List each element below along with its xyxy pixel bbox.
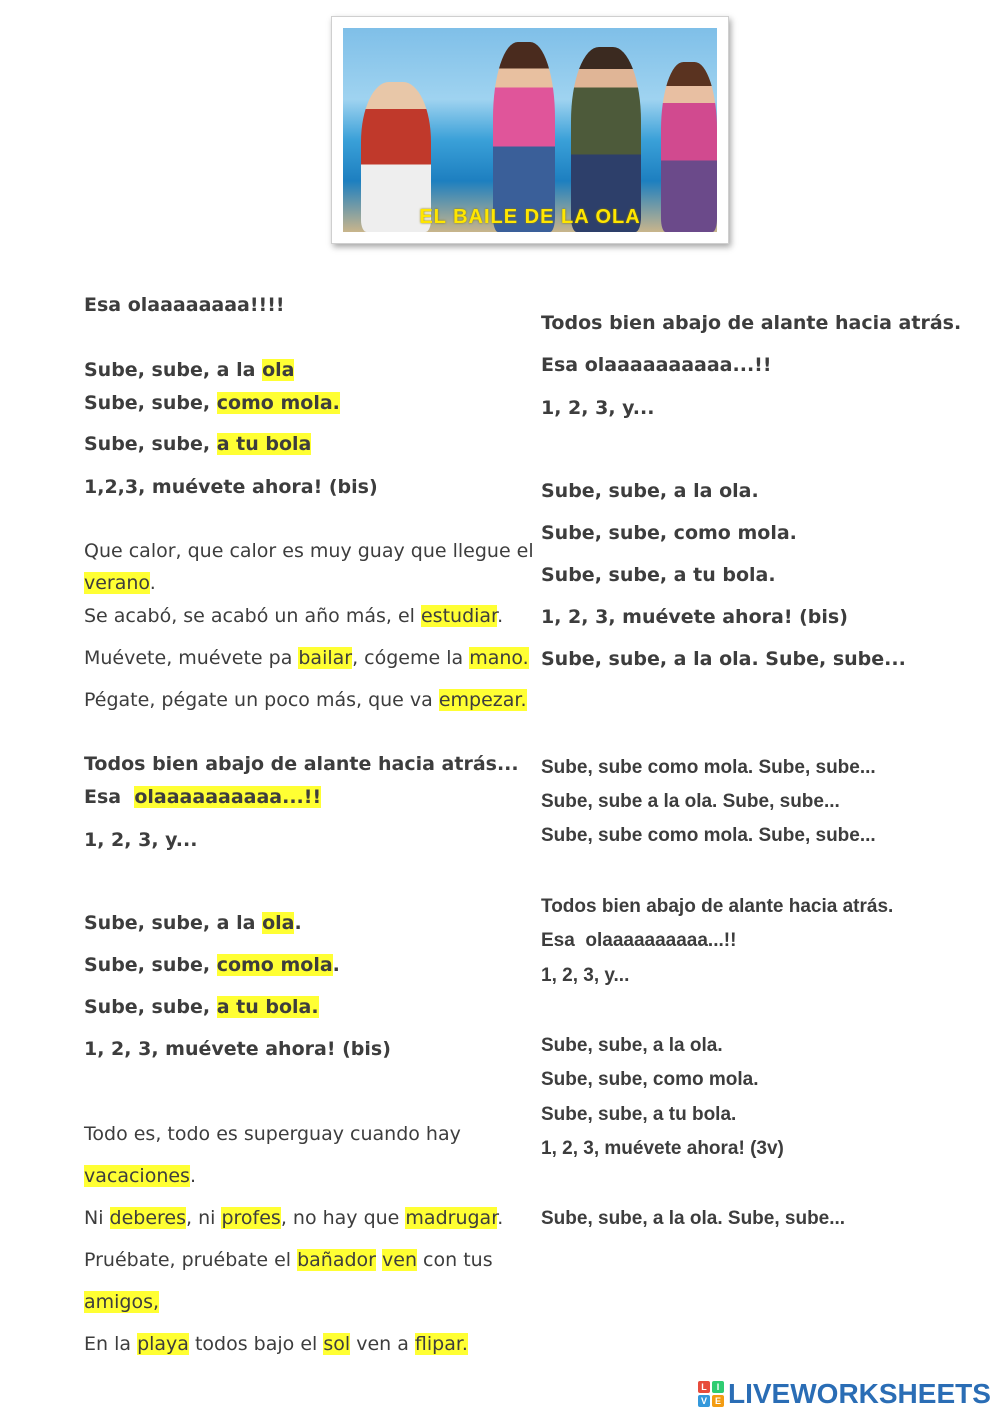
highlight: ven xyxy=(382,1249,418,1271)
text-span: Sube, sube, xyxy=(84,954,217,976)
text-span: En la xyxy=(84,1333,138,1355)
lyric-line xyxy=(84,994,319,1020)
text-span: Sube, sube, xyxy=(84,392,217,414)
photo-person xyxy=(493,42,555,232)
lyric-line: 1, 2, 3, muévete ahora! (bis) xyxy=(84,1038,391,1060)
lyric-line xyxy=(84,784,321,810)
lyric-line xyxy=(84,687,527,713)
text-span: Pruébate, pruébate el xyxy=(84,1249,298,1271)
logo-letter: V xyxy=(698,1395,710,1407)
header-photo-frame xyxy=(331,16,729,244)
highlight: bailar xyxy=(298,647,353,669)
liveworksheets-logo[interactable] xyxy=(698,1378,991,1410)
lyric-line: Esa olaaaaaaaaaa...!! xyxy=(541,354,772,376)
text-span: todos bajo el xyxy=(188,1333,324,1355)
text-span: . xyxy=(149,572,156,594)
lyric-line xyxy=(84,910,302,936)
lyric-line: Sube, sube como mola. Sube, sube... xyxy=(541,757,876,778)
lyric-line: Sube, sube, a tu bola. xyxy=(541,564,776,586)
highlight: profes xyxy=(221,1207,281,1229)
logo-letter: I xyxy=(712,1381,724,1393)
lyric-line: Esa olaaaaaaaaaa...!! xyxy=(541,930,737,951)
lyric-line xyxy=(84,1205,503,1231)
lyric-line: Sube, sube, a la ola. Sube, sube... xyxy=(541,1208,846,1229)
highlight: bañador xyxy=(297,1249,376,1271)
lyric-line: 1, 2, 3, y... xyxy=(84,829,198,851)
text-span: . xyxy=(497,605,504,627)
photo-person xyxy=(571,47,641,232)
text-span: Sube, sube, a la xyxy=(84,912,263,934)
highlight: amigos, xyxy=(84,1291,160,1313)
highlight: madrugar xyxy=(405,1207,498,1229)
highlight: a tu bola xyxy=(216,433,312,455)
lyric-line xyxy=(84,1331,468,1357)
text-span: , no hay que xyxy=(280,1207,406,1229)
highlight: vacaciones xyxy=(84,1165,190,1187)
lyric-line xyxy=(84,431,311,457)
lyric-line xyxy=(84,390,340,416)
lyric-line: Sube, sube, a la ola. Sube, sube... xyxy=(541,648,906,670)
text-span: Ni xyxy=(84,1207,110,1229)
text-span: Sube, sube, a la xyxy=(84,359,263,381)
highlight: sol xyxy=(323,1333,351,1355)
lyric-line: 1,2,3, muévete ahora! (bis) xyxy=(84,476,378,498)
photo-caption: EL BAILE DE LA OLA xyxy=(419,206,641,228)
highlight: playa xyxy=(137,1333,189,1355)
text-span: Pégate, pégate un poco más, que va xyxy=(84,689,439,711)
logo-letter: L xyxy=(698,1381,710,1393)
lyric-line: 1, 2, 3, muévete ahora! (3v) xyxy=(541,1138,784,1159)
lyric-line: 1, 2, 3, y... xyxy=(541,397,655,419)
lyric-line xyxy=(84,952,340,978)
text-span: . xyxy=(497,1207,504,1229)
lyric-line: Sube, sube, a la ola. xyxy=(541,480,759,502)
lyric-line: Sube, sube, a la ola. xyxy=(541,1035,723,1056)
text-span: Sube, sube, xyxy=(84,996,217,1018)
highlight: a tu bola. xyxy=(216,996,319,1018)
logo-letter: E xyxy=(712,1395,724,1407)
text-span: Esa xyxy=(84,786,135,808)
lyric-line: Todos bien abajo de alante hacia atrás. xyxy=(541,896,894,917)
highlight: como mola xyxy=(216,954,333,976)
lyric-line: Todos bien abajo de alante hacia atrás. xyxy=(541,312,962,334)
lyric-line: Sube, sube, como mola. xyxy=(541,522,797,544)
highlight: estudiar xyxy=(420,605,498,627)
text-span: . xyxy=(332,954,340,976)
lyric-line xyxy=(84,570,156,596)
header-photo xyxy=(343,28,717,232)
lyric-line xyxy=(84,1289,159,1315)
highlight: verano xyxy=(84,572,150,594)
highlight: mano. xyxy=(469,647,529,669)
lyric-line: Sube, sube como mola. Sube, sube... xyxy=(541,825,876,846)
highlight: olaaaaaaaaaa...!! xyxy=(134,786,322,808)
highlight: empezar. xyxy=(438,689,527,711)
text-span: , cógeme la xyxy=(352,647,470,669)
lyric-line: Sube, sube, como mola. xyxy=(541,1069,759,1090)
text-span: . xyxy=(294,912,302,934)
intro-line: Esa olaaaaaaaa!!!! xyxy=(84,294,285,316)
highlight: como mola. xyxy=(216,392,340,414)
highlight: flipar. xyxy=(414,1333,468,1355)
logo-icon xyxy=(698,1381,724,1407)
text-span: Muévete, muévete pa xyxy=(84,647,299,669)
text-span: . xyxy=(189,1165,197,1187)
lyric-line: 1, 2, 3, y... xyxy=(541,965,630,986)
lyric-line: Sube, sube a la ola. Sube, sube... xyxy=(541,791,840,812)
lyric-line xyxy=(84,1163,196,1189)
logo-text: LIVEWORKSHEETS xyxy=(728,1378,991,1409)
lyric-line: Que calor, que calor es muy guay que llegue el xyxy=(84,540,534,562)
lyric-line xyxy=(84,357,294,383)
text-span: ven a xyxy=(350,1333,415,1355)
lyric-line: Sube, sube, a tu bola. xyxy=(541,1104,737,1125)
text-span: con tus xyxy=(417,1249,493,1271)
lyric-line: Todos bien abajo de alante hacia atrás... xyxy=(84,753,519,775)
lyric-line xyxy=(84,603,503,629)
highlight: ola xyxy=(262,359,295,381)
lyric-line xyxy=(84,645,529,671)
lyric-line xyxy=(84,1247,493,1273)
lyric-line: 1, 2, 3, muévete ahora! (bis) xyxy=(541,606,848,628)
text-span: Sube, sube, xyxy=(84,433,217,455)
highlight: ola xyxy=(262,912,295,934)
text-span: Se acabó, se acabó un año más, el xyxy=(84,605,421,627)
lyric-line: Todo es, todo es superguay cuando hay xyxy=(84,1123,461,1145)
text-span: , ni xyxy=(186,1207,222,1229)
highlight: deberes xyxy=(109,1207,187,1229)
